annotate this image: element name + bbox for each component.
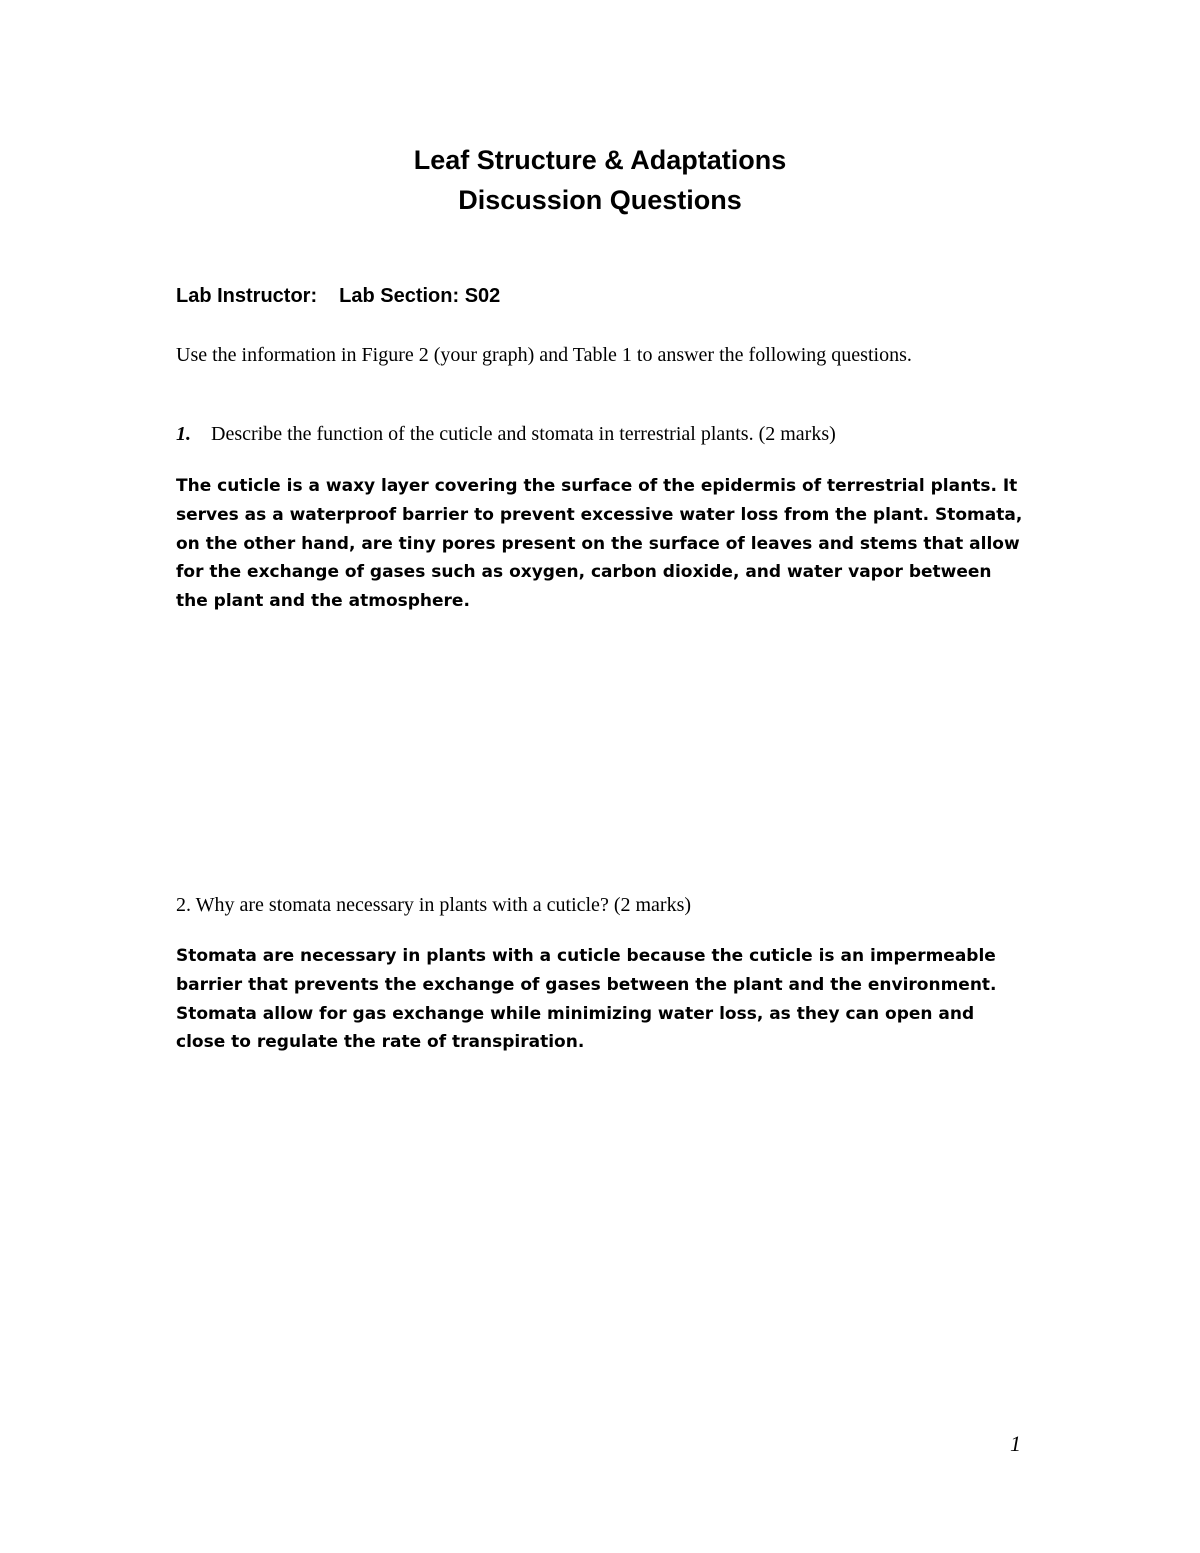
question-2 — [176, 891, 691, 919]
document-subtitle: Discussion Questions — [458, 185, 742, 215]
intro-instructions: Use the information in Figure 2 (your graph) and Table 1 to answer the following questions. — [176, 344, 912, 366]
lab-instructor-label: Lab Instructor: — [176, 285, 318, 307]
question-1 — [176, 420, 836, 448]
lab-info-line — [176, 282, 500, 310]
question-1-text: Describe the function of the cuticle and stomata in terrestrial plants. (2 marks) — [211, 423, 836, 445]
question-2-number: 2. — [176, 894, 191, 916]
question-1-number: 1. — [176, 423, 191, 445]
answer-2: Stomata are necessary in plants with a cuticle because the cuticle is an impermeable barrier that prevents the exchange of gases between the plant and the environment. Stomata allow for gas exchange while minimizing water loss, as they can open and close to regulate the rate of transpiration. — [176, 946, 997, 1053]
question-2-text: Why are stomata necessary in plants with a cuticle? (2 marks) — [195, 894, 692, 916]
answer-1: The cuticle is a waxy layer covering the surface of the epidermis of terrestrial plants. It serves as a waterproof barrier to prevent excessive water loss from the plant. Stomata, on the other hand, are tiny pores present on the surface of leaves and stems that allow for the exchange of gases such as oxygen, carbon dioxide, and water vapor between the plant and the atmosphere. — [176, 476, 1023, 612]
lab-section-label: Lab Section: S02 — [339, 285, 501, 307]
page-number: 1 — [1010, 1431, 1021, 1456]
document-title: Leaf Structure & Adaptations — [413, 145, 787, 175]
